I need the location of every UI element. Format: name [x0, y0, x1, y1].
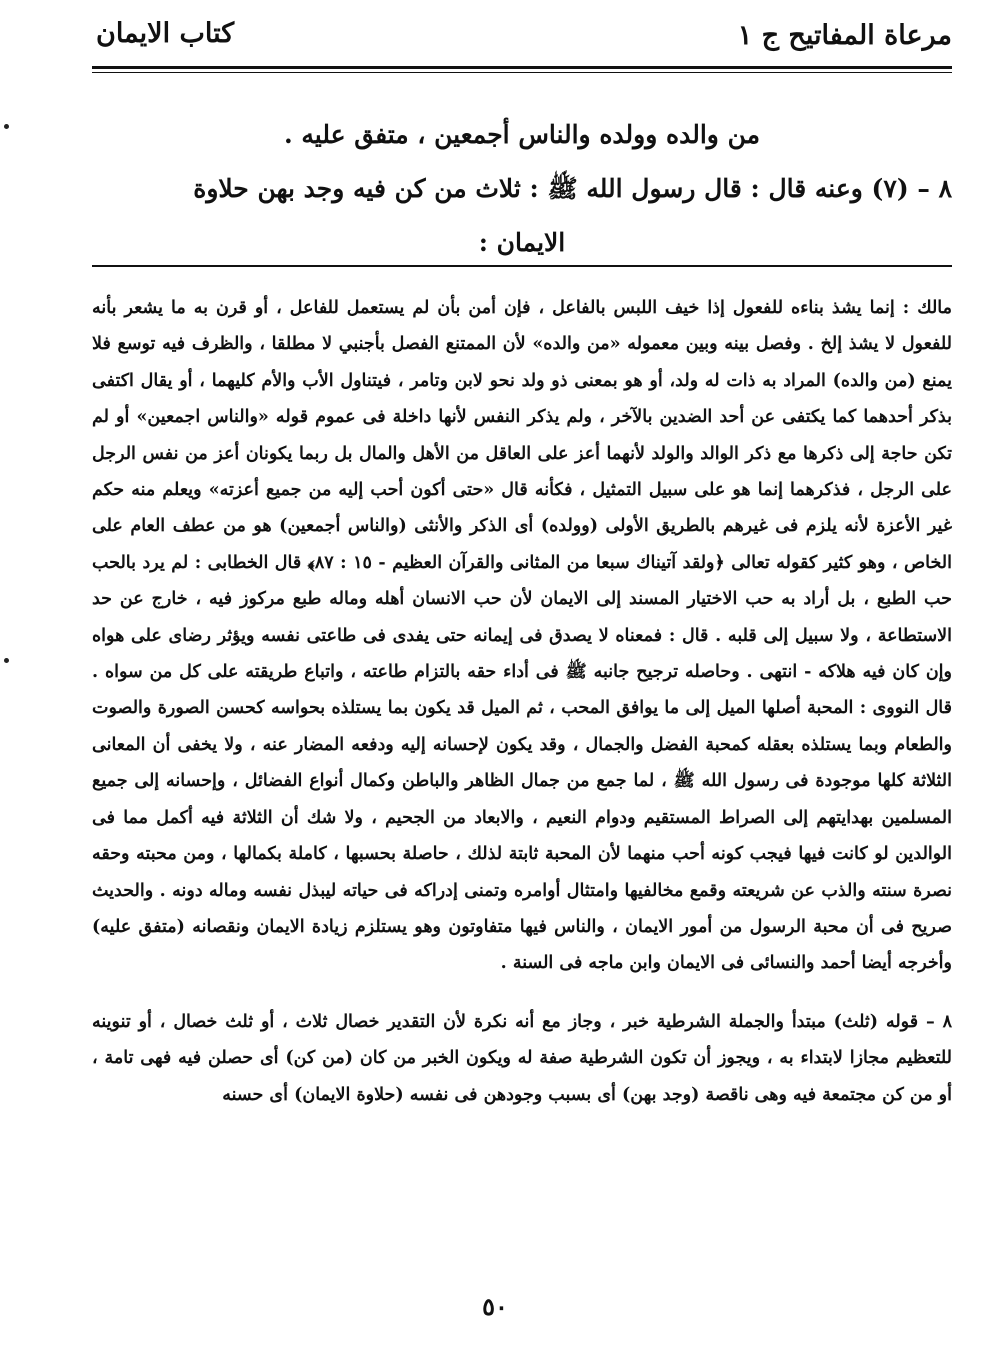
book-title: مرعاة المفاتيح ج ١	[737, 20, 952, 51]
commentary-text	[92, 290, 952, 1113]
hadith-text	[92, 108, 952, 270]
commentary-paragraph: مالك : إنما يشذ بناءه للفعول إذا خيف اللبس بالفاعل ، فإن أمن بأن لم يستعمل للفاعل ، أو قرن به ما يشعر بأنه للفعول لا يشذ إلخ . وفصل بينه وبين معموله «من والده» لأن الممتنع الفصل بأجنبي لا مطلقا ، والظرف فيه توسع فلا يمنع (من والده) المراد به ذات له ولد، أو هو بمعنى ذو ولد نحو لابن وتامر ، فيتناول الأب والأم كليهما ، أو يقال اكتفى بذكر أحدهما كما يكتفى عن أحد الضدين بالآخر ، ولم يذكر النفس لأنها داخلة فى عموم قوله «والناس اجمعين» أو لم تكن حاجة إلى ذكرها مع ذكر الوالد والولد لأنهما أعز على العاقل من الأهل والمال بل ربما يكونان أعز من نفس الرجل على الرجل ، فذكرهما إنما هو على سبيل التمثيل ، فكأنه قال «حتى أكون أحب إليه من جميع أعزته» ويعلم منه حكم غير الأعزة لأنه يلزم فى غيرهم بالطريق الأولى (وولده) أى الذكر والأنثى (والناس أجمعين) هو من عطف العام على الخاص ، وهو كثير كقوله تعالى ﴿ولقد آتيناك سبعا من المثانى والقرآن العظيم - ١٥ : ٨٧﴾ قال الخطابى : لم يرد بالحب حب الطبع ، بل أراد به حب الاختيار المسند إلى الايمان لأن حب الانسان أهله وماله طبع مركوز فيه ، خارج عن حد الاستطاعة ، ولا سبيل إلى قلبه . قال : فمعناه لا يصدق فى إيمانه حتى يفدى فى طاعتى نفسه ويؤثر رضاى على هواه وإن كان فيه هلاكه - انتهى . وحاصله ترجيح جانبه ﷺ فى أداء حقه بالتزام طاعته ، واتباع طريقته على كل من سواه . قال النووى : المحبة أصلها الميل إلى ما يوافق المحب ، ثم الميل قد يكون بما يستلذه بحواسه كحسن الصورة والصوت والطعام وبما يستلذه بعقله كمحبة الفضل والجمال ، وقد يكون لإحسانه إليه ودفعه المضار عنه ، ولا يخفى أن المعانى الثلاثة كلها موجودة فى رسول الله ﷺ ، لما جمع من جمال الظاهر والباطن وكمال أنواع الفضائل ، وإحسانه إلى جميع المسلمين بهدايتهم إلى الصراط المستقيم ودوام النعيم ، والابعاد من الجحيم ، ولا شك أن الثلاثة فيه أكمل مما فى الوالدين لو كانت فيها فيجب كونه أحب منهما لأن المحبة ثابتة لذلك ، حاصلة بحسبها ، كاملة بكمالها ، ومن محبته وحقه نصرة سنته والذب عن شريعته وقمع مخالفيها وامتثال أوامره وتمنى إدراكه فى حياته ليبذل نفسه وماله دونه . والحديث صريح فى أن محبة الرسول من أمور الايمان ، والناس فيها متفاوتون وهو يستلزم زيادة الايمان ونقصانه (متفق عليه) وأخرجه أيضا أحمد والنسائى فى الايمان وابن ماجه فى السنة .	[92, 298, 952, 974]
chapter-title: كتاب الايمان	[96, 18, 235, 49]
margin-mark	[4, 658, 9, 663]
hadith-line: من والده وولده والناس أجمعين ، متفق عليه .	[283, 120, 761, 149]
margin-mark	[4, 124, 9, 129]
commentary-paragraph: ٨ – قوله (ثلث) مبتدأ والجملة الشرطية خبر ، وجاز مع أنه نكرة لأن التقدير خصال ثلاث ، أو ثلث خصال ، أو تنوينه للتعظيم مجازا لابتداء به ، ويجوز أن تكون الشرطية صفة له ويكون الخبر من كان (من كن) أى حصلن فيه فهى تامة ، أو من كن مجتمعة فيه وهى ناقصة (وجد بهن) أى بسبب وجودهن فى نفسه (حلاوة الايمان) أى حسنه	[92, 1011, 952, 1105]
section-divider	[92, 265, 952, 267]
page-number: ٥٠	[482, 1292, 508, 1321]
header-rule-thick	[92, 66, 952, 69]
header-rule-thin	[92, 72, 952, 73]
hadith-line: ٨ – (٧) وعنه قال : قال رسول الله ﷺ : ثلاث من كن فيه وجد بهن حلاوة	[193, 174, 952, 203]
running-header	[92, 14, 952, 66]
hadith-line: الايمان :	[478, 228, 566, 257]
